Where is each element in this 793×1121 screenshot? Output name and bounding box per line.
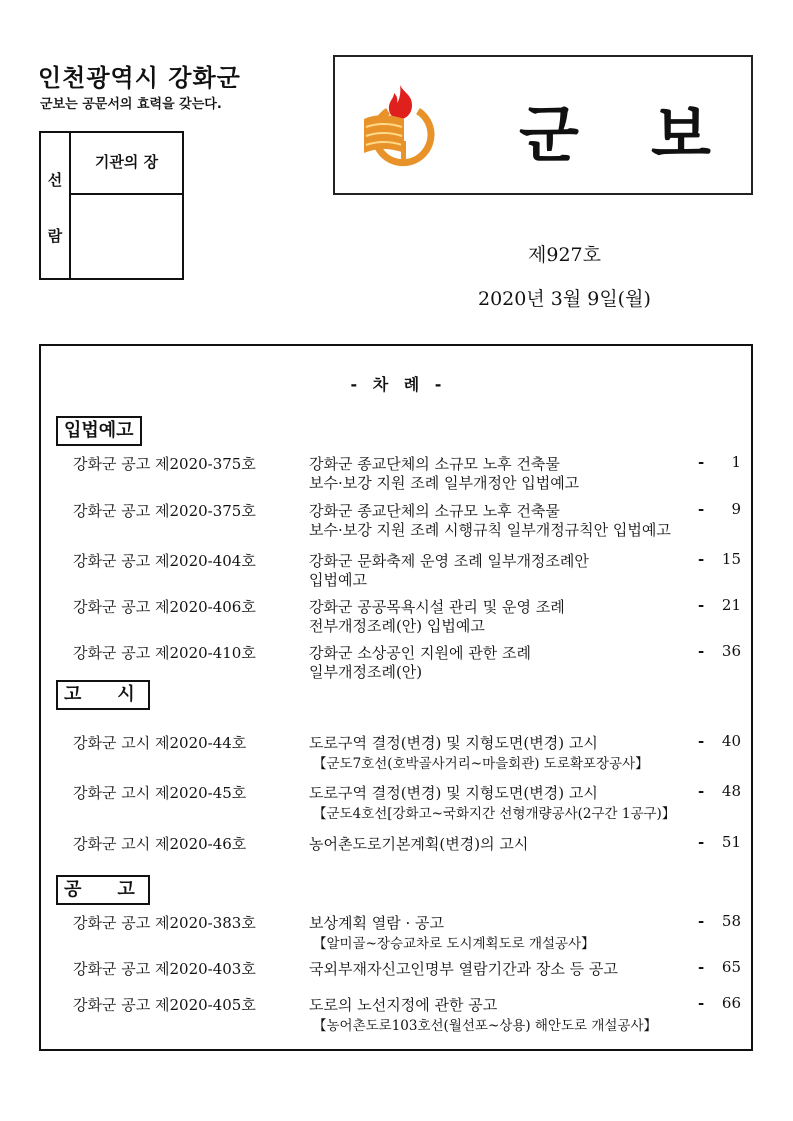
entry-number: 강화군 공고 제2020-375호: [73, 502, 256, 520]
entry-title: 도로의 노선지정에 관한 공고: [309, 996, 498, 1014]
entry-page: 21: [721, 596, 741, 614]
entry-dash: -: [698, 642, 705, 660]
toc-title: - 차 례 -: [350, 375, 442, 394]
entry-dash: -: [698, 732, 705, 750]
entry-page: 1: [731, 453, 741, 471]
gazette-title-box: [333, 55, 753, 195]
org-subtitle: 군보는 공문서의 효력을 갖는다.: [40, 97, 222, 112]
gazette-title-right: 보: [651, 98, 711, 171]
entry-title: 강화군 종교단체의 소규모 노후 건축물: [309, 455, 560, 473]
section-label-public-notice: 공 고: [56, 875, 150, 905]
entry-number: 강화군 공고 제2020-404호: [73, 552, 256, 570]
entry-title: 강화군 종교단체의 소규모 노후 건축물: [309, 502, 560, 520]
entry-title-line2: 입법예고: [309, 571, 367, 589]
entry-dash: -: [698, 782, 705, 800]
entry-number: 강화군 공고 제2020-406호: [73, 598, 256, 616]
entry-page: 15: [721, 550, 741, 568]
entry-title-line2: 【군도4호선[강화고~국화지간 선형개량공사(2구간 1공구)】: [313, 806, 676, 822]
entry-title: 도로구역 결정(변경) 및 지형도면(변경) 고시: [309, 734, 598, 752]
entry-dash: -: [698, 958, 705, 976]
entry-dash: -: [698, 912, 705, 930]
entry-title-line2: 전부개정조례(안) 입법예고: [309, 617, 485, 635]
entry-page: 48: [721, 782, 741, 800]
entry-dash: -: [698, 596, 705, 614]
entry-page: 66: [721, 994, 741, 1012]
entry-title: 강화군 소상공인 지원에 관한 조례: [309, 644, 531, 662]
entry-number: 강화군 고시 제2020-46호: [73, 835, 247, 853]
entry-title-line2: 보수·보강 지원 조례 일부개정안 입법예고: [309, 474, 580, 492]
entry-title-line2: 【군도7호선(호박골사거리~마을회관) 도로확포장공사】: [313, 756, 649, 772]
entry-page: 65: [721, 958, 741, 976]
entry-page: 40: [721, 732, 741, 750]
issue-date: 2020년 3월 9일(월): [478, 288, 651, 310]
entry-title-line2: 일부개정조례(안): [309, 663, 423, 681]
entry-title-line2: 【알미골~장승교차로 도시계획도로 개설공사】: [313, 936, 595, 952]
entry-dash: -: [698, 833, 705, 851]
entry-title-line2: 보수·보강 지원 조례 시행규칙 일부개정규칙안 입법예고: [309, 521, 671, 539]
entry-number: 강화군 공고 제2020-405호: [73, 996, 256, 1014]
entry-number: 강화군 고시 제2020-44호: [73, 734, 247, 752]
entry-title: 강화군 문화축제 운영 조례 일부개정조례안: [309, 552, 589, 570]
entry-title: 도로구역 결정(변경) 및 지형도면(변경) 고시: [309, 784, 598, 802]
entry-number: 강화군 공고 제2020-383호: [73, 914, 256, 932]
entry-number: 강화군 공고 제2020-403호: [73, 960, 256, 978]
entry-title-line2: 【농어촌도로103호선(월선포~상용) 해안도로 개설공사】: [313, 1018, 658, 1034]
entry-dash: -: [698, 994, 705, 1012]
entry-page: 36: [721, 642, 741, 660]
entry-page: 51: [721, 833, 741, 851]
issue-number: 제927호: [528, 244, 601, 266]
entry-page: 58: [721, 912, 741, 930]
entry-title: 보상계획 열람 · 공고: [309, 914, 444, 932]
selection-box: [39, 131, 184, 280]
entry-page: 9: [731, 500, 741, 518]
entry-title: 국외부재자신고인명부 열람기간과 장소 등 공고: [309, 960, 618, 978]
entry-number: 강화군 공고 제2020-375호: [73, 455, 256, 473]
org-title: 인천광역시 강화군: [38, 64, 241, 92]
selection-side-label-bottom: 람: [47, 227, 63, 245]
section-label-legislative-notice: 입법예고: [56, 416, 142, 446]
section-label-notification: 고 시: [56, 680, 150, 710]
entry-number: 강화군 고시 제2020-45호: [73, 784, 247, 802]
gazette-title-left: 군: [519, 98, 579, 171]
selection-header: 기관의 장: [71, 133, 182, 195]
selection-side-label-top: 선: [47, 171, 63, 189]
table-of-contents: [39, 344, 753, 1051]
selection-side-label: [41, 133, 71, 278]
ganghwa-emblem-icon: [360, 81, 450, 171]
entry-dash: -: [698, 550, 705, 568]
entry-dash: -: [698, 500, 705, 518]
entry-title: 농어촌도로기본계획(변경)의 고시: [309, 835, 529, 853]
entry-number: 강화군 공고 제2020-410호: [73, 644, 256, 662]
entry-dash: -: [698, 453, 705, 471]
entry-title: 강화군 공공목욕시설 관리 및 운영 조례: [309, 598, 565, 616]
